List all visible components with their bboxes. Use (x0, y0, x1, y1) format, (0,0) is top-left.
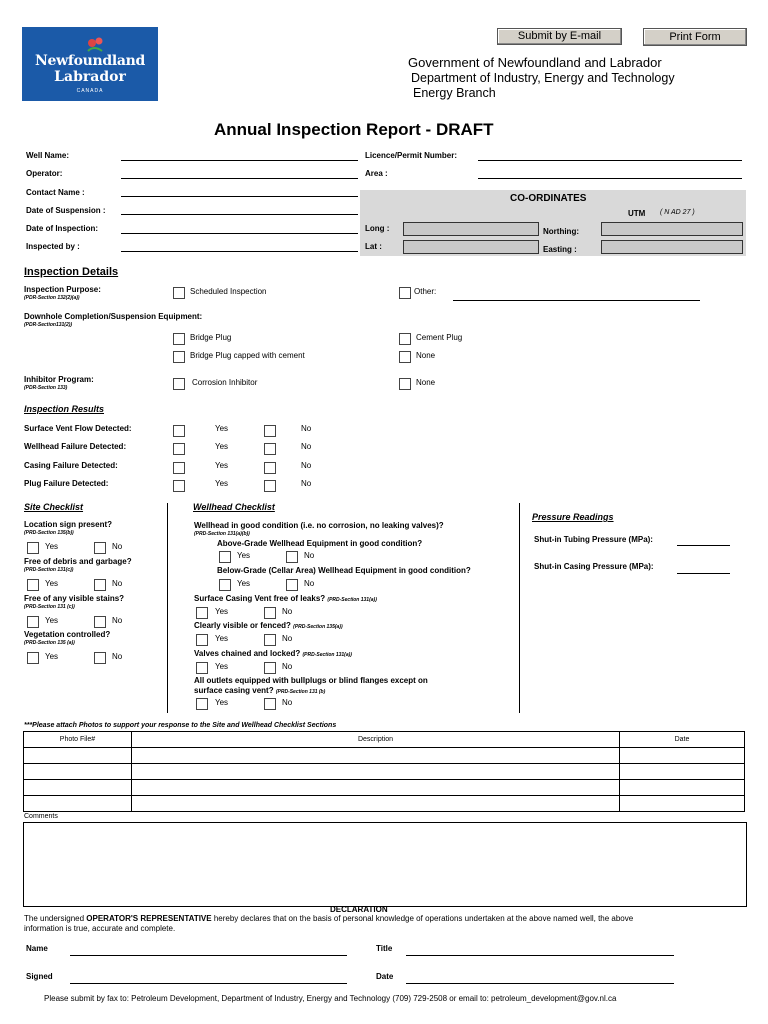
result-label: Plug Failure Detected: (24, 479, 109, 488)
wellhead-q3 (194, 621, 343, 630)
wellhead-checklist-heading: Wellhead Checklist (193, 502, 275, 512)
site-ref: (PRD-Section 135 (a)) (24, 640, 75, 646)
logo-text-3: CANADA (76, 88, 104, 94)
result-no-checkbox[interactable] (264, 443, 276, 455)
other-checkbox[interactable] (399, 287, 411, 299)
area-label: Area : (365, 169, 388, 178)
easting-field[interactable] (601, 240, 743, 254)
q4-yes-label: Yes (215, 662, 229, 671)
title-label: Title (376, 944, 393, 953)
table-header-row (24, 732, 745, 748)
name-field[interactable] (70, 955, 347, 956)
photos-note: ***Please attach Photos to support your response to the Site and Wellhead Checklist Sections (24, 722, 337, 729)
site-ref: (PRD-Section 131 (c)) (24, 604, 75, 610)
site-yes-checkbox[interactable] (27, 579, 39, 591)
signed-field[interactable] (70, 983, 347, 984)
photo-cell[interactable] (24, 748, 132, 764)
wellhead-q4 (194, 649, 352, 658)
declaration-heading: DECLARATION (330, 905, 388, 914)
result-yes-label: Yes (215, 424, 229, 433)
photo-file-header: Photo File# (24, 732, 132, 748)
downhole-label: Downhole Completion/Suspension Equipment: (24, 312, 203, 321)
dept-name: Department of Industry, Energy and Technology (411, 71, 675, 85)
bridge-capped-label: Bridge Plug capped with cement (190, 351, 305, 360)
scheduled-label: Scheduled Inspection (190, 287, 267, 296)
suspension-label: Date of Suspension : (26, 206, 106, 215)
date-cell[interactable] (620, 780, 745, 796)
northing-label: Northing: (543, 227, 579, 236)
downhole-ref: (PDR-Section131(2)) (24, 322, 73, 328)
result-no-label: No (301, 461, 312, 470)
page-title: Annual Inspection Report - DRAFT (214, 120, 494, 139)
q5-no-label: No (282, 698, 293, 707)
result-yes-checkbox[interactable] (173, 462, 185, 474)
q3-text: Clearly visible or fenced? (194, 621, 291, 630)
suspension-field[interactable] (121, 214, 358, 215)
licence-label: Licence/Permit Number: (365, 151, 458, 160)
result-label: Wellhead Failure Detected: (24, 442, 127, 451)
q3-yes-checkbox[interactable] (196, 634, 208, 646)
wellhead-q1a: Above-Grade Wellhead Equipment in good condition? (217, 539, 423, 548)
table-row[interactable] (24, 764, 745, 780)
utm-label: UTM (628, 209, 646, 218)
q5b-text: surface casing vent? (194, 686, 274, 695)
site-question: Free of debris and garbage? (24, 557, 132, 566)
description-cell[interactable] (132, 780, 620, 796)
result-no-label: No (301, 424, 312, 433)
gov-name: Government of Newfoundland and Labrador (408, 55, 662, 70)
result-no-label: No (301, 442, 312, 451)
q1a-no-label: No (304, 551, 315, 560)
q1b-no-checkbox[interactable] (286, 579, 298, 591)
inspected-by-label: Inspected by : (26, 242, 80, 251)
comments-field[interactable] (23, 822, 747, 907)
site-ref: (PRD-Section 131(c)) (24, 567, 74, 573)
declaration-bold: OPERATOR'S REPRESENTATIVE (86, 914, 212, 923)
site-yes-label: Yes (45, 542, 59, 551)
logo-text-1: Newfoundland (34, 53, 146, 69)
licence-field[interactable] (478, 160, 742, 161)
q2-yes-checkbox[interactable] (196, 607, 208, 619)
description-header: Description (132, 732, 620, 748)
site-yes-label: Yes (45, 579, 59, 588)
site-question: Vegetation controlled? (24, 630, 111, 639)
long-label: Long : (365, 224, 390, 233)
coordinates-title: CO-ORDINATES (510, 193, 587, 204)
q4-no-label: No (282, 662, 293, 671)
q1a-yes-checkbox[interactable] (219, 551, 231, 563)
site-ref: (PRD-Section 135(b)) (24, 530, 74, 536)
site-checklist-heading: Site Checklist (24, 502, 84, 512)
northing-field[interactable] (601, 222, 743, 236)
result-no-label: No (301, 479, 312, 488)
site-yes-checkbox[interactable] (27, 652, 39, 664)
inspection-date-field[interactable] (121, 233, 358, 234)
site-yes-label: Yes (45, 652, 59, 661)
q1b-yes-label: Yes (237, 579, 251, 588)
table-row[interactable] (24, 748, 745, 764)
wellhead-q5b (194, 686, 325, 695)
q1b-no-label: No (304, 579, 315, 588)
q1a-no-checkbox[interactable] (286, 551, 298, 563)
flower-icon (84, 35, 108, 53)
photo-cell[interactable] (24, 780, 132, 796)
bridge-plug-label: Bridge Plug (190, 333, 232, 342)
bridge-plug-checkbox[interactable] (173, 333, 185, 345)
inhibitor-label: Inhibitor Program: (24, 375, 94, 384)
site-no-checkbox[interactable] (94, 579, 106, 591)
wellhead-q1-ref: (PRD-Section 131(a)(b)) (194, 531, 250, 537)
scheduled-checkbox[interactable] (173, 287, 185, 299)
nl-logo (22, 27, 158, 101)
well-name-label: Well Name: (26, 151, 69, 160)
title-field[interactable] (406, 955, 674, 956)
footer-text: Please submit by fax to: Petroleum Development, Department of Industry, Energy and Technology (709) 729-2508 or email to: petroleum_development@gov.nl.ca (44, 994, 617, 1003)
wellhead-q5a: All outlets equipped with bullplugs or blind flanges except on (194, 676, 428, 685)
result-no-checkbox[interactable] (264, 462, 276, 474)
none-inhibitor-checkbox[interactable] (399, 378, 411, 390)
result-yes-checkbox[interactable] (173, 443, 185, 455)
purpose-ref: (PDR-Section 132(2)(a)) (24, 295, 80, 301)
result-no-checkbox[interactable] (264, 425, 276, 437)
pressure-readings-heading: Pressure Readings (532, 512, 614, 522)
q3-no-checkbox[interactable] (264, 634, 276, 646)
site-yes-checkbox[interactable] (27, 542, 39, 554)
result-label: Casing Failure Detected: (24, 461, 118, 470)
comments-label: Comments (24, 813, 58, 820)
operator-label: Operator: (26, 169, 63, 178)
contact-field[interactable] (121, 196, 358, 197)
none-downhole-label: None (416, 351, 436, 360)
casing-pressure-field[interactable] (677, 573, 730, 574)
nad-label: ( N AD 27 ) (660, 209, 695, 216)
result-yes-checkbox[interactable] (173, 480, 185, 492)
q2-no-checkbox[interactable] (264, 607, 276, 619)
logo-text-2: Labrador (54, 69, 126, 85)
date-label: Date (376, 972, 394, 981)
description-cell[interactable] (132, 748, 620, 764)
site-no-checkbox[interactable] (94, 542, 106, 554)
q3-ref: (PRD-Section 135(a)) (293, 624, 343, 630)
site-yes-checkbox[interactable] (27, 616, 39, 628)
lat-field[interactable] (403, 240, 539, 254)
wellhead-q1: Wellhead in good condition (i.e. no corrosion, no leaking valves)? (194, 521, 444, 530)
table-row[interactable] (24, 796, 745, 812)
tubing-pressure-label: Shut-in Tubing Pressure (MPa): (534, 535, 653, 544)
bridge-capped-checkbox[interactable] (173, 351, 185, 363)
q2-no-label: No (282, 607, 293, 616)
q2-yes-label: Yes (215, 607, 229, 616)
wellhead-q1b: Below-Grade (Cellar Area) Wellhead Equipment in good condition? (217, 566, 471, 575)
declaration-text (24, 914, 744, 923)
casing-pressure-label: Shut-in Casing Pressure (MPa): (534, 562, 654, 571)
site-question: Location sign present? (24, 520, 113, 529)
pressure-divider (519, 503, 520, 713)
site-question: Free of any visible stains? (24, 594, 125, 603)
branch-name: Energy Branch (413, 86, 496, 100)
checklist-divider (167, 503, 168, 713)
date-cell[interactable] (620, 748, 745, 764)
site-no-label: No (112, 579, 123, 588)
result-yes-label: Yes (215, 479, 229, 488)
site-yes-label: Yes (45, 616, 59, 625)
inspected-by-field[interactable] (121, 251, 358, 252)
result-yes-checkbox[interactable] (173, 425, 185, 437)
site-no-label: No (112, 542, 123, 551)
other-label: Other: (414, 287, 437, 296)
name-label: Name (26, 944, 48, 953)
area-field[interactable] (478, 178, 742, 179)
declaration-post: hereby declares that on the basis of personal knowledge of operations undertaken at the above named well, the above (211, 914, 634, 923)
submit-email-button[interactable]: Submit by E-mail (497, 28, 622, 45)
none-inhibitor-label: None (416, 378, 436, 387)
result-yes-label: Yes (215, 461, 229, 470)
q2-text: Surface Casing Vent free of leaks? (194, 594, 326, 603)
lat-label: Lat : (365, 242, 382, 251)
operator-field[interactable] (121, 178, 358, 179)
q5-yes-checkbox[interactable] (196, 698, 208, 710)
q3-yes-label: Yes (215, 634, 229, 643)
none-downhole-checkbox[interactable] (399, 351, 411, 363)
site-no-label: No (112, 652, 123, 661)
date-cell[interactable] (620, 796, 745, 812)
result-label: Surface Vent Flow Detected: (24, 424, 132, 433)
cement-plug-label: Cement Plug (416, 333, 463, 342)
contact-label: Contact Name : (26, 188, 85, 197)
corrosion-checkbox[interactable] (173, 378, 185, 390)
date-cell[interactable] (620, 764, 745, 780)
inspection-details-heading: Inspection Details (24, 266, 119, 278)
photo-cell[interactable] (24, 796, 132, 812)
easting-label: Easting : (543, 245, 577, 254)
photo-cell[interactable] (24, 764, 132, 780)
q5-no-checkbox[interactable] (264, 698, 276, 710)
q3-no-label: No (282, 634, 293, 643)
q4-yes-checkbox[interactable] (196, 662, 208, 674)
description-cell[interactable] (132, 796, 620, 812)
date-header: Date (620, 732, 745, 748)
corrosion-label: Corrosion Inhibitor (192, 378, 258, 387)
signed-label: Signed (26, 972, 53, 981)
long-field[interactable] (403, 222, 539, 236)
site-no-checkbox[interactable] (94, 652, 106, 664)
inspection-results-heading: Inspection Results (24, 404, 105, 414)
table-row[interactable] (24, 780, 745, 796)
q4-ref: (PRD-Section 131(a)) (302, 652, 352, 658)
photos-table (23, 731, 745, 812)
q2-ref: (PRD-Section 131(a)) (327, 597, 377, 603)
print-form-button[interactable]: Print Form (643, 28, 747, 46)
site-no-checkbox[interactable] (94, 616, 106, 628)
site-no-label: No (112, 616, 123, 625)
date-field[interactable] (406, 983, 674, 984)
declaration-pre: The undersigned (24, 914, 87, 923)
tubing-pressure-field[interactable] (677, 545, 730, 546)
other-field[interactable] (453, 300, 700, 301)
inspection-date-label: Date of Inspection: (26, 224, 99, 233)
cement-plug-checkbox[interactable] (399, 333, 411, 345)
result-no-checkbox[interactable] (264, 480, 276, 492)
well-name-field[interactable] (121, 160, 358, 161)
inhibitor-ref: (PDR-Section 133) (24, 385, 68, 391)
q5-ref: (PRD-Section 131 (b) (275, 689, 326, 695)
q1b-yes-checkbox[interactable] (219, 579, 231, 591)
q4-text: Valves chained and locked? (194, 649, 301, 658)
description-cell[interactable] (132, 764, 620, 780)
q4-no-checkbox[interactable] (264, 662, 276, 674)
result-yes-label: Yes (215, 442, 229, 451)
purpose-label: Inspection Purpose: (24, 285, 101, 294)
wellhead-q2 (194, 594, 377, 603)
q1a-yes-label: Yes (237, 551, 251, 560)
q5-yes-label: Yes (215, 698, 229, 707)
declaration-text-2: information is true, accurate and complete. (24, 924, 176, 933)
